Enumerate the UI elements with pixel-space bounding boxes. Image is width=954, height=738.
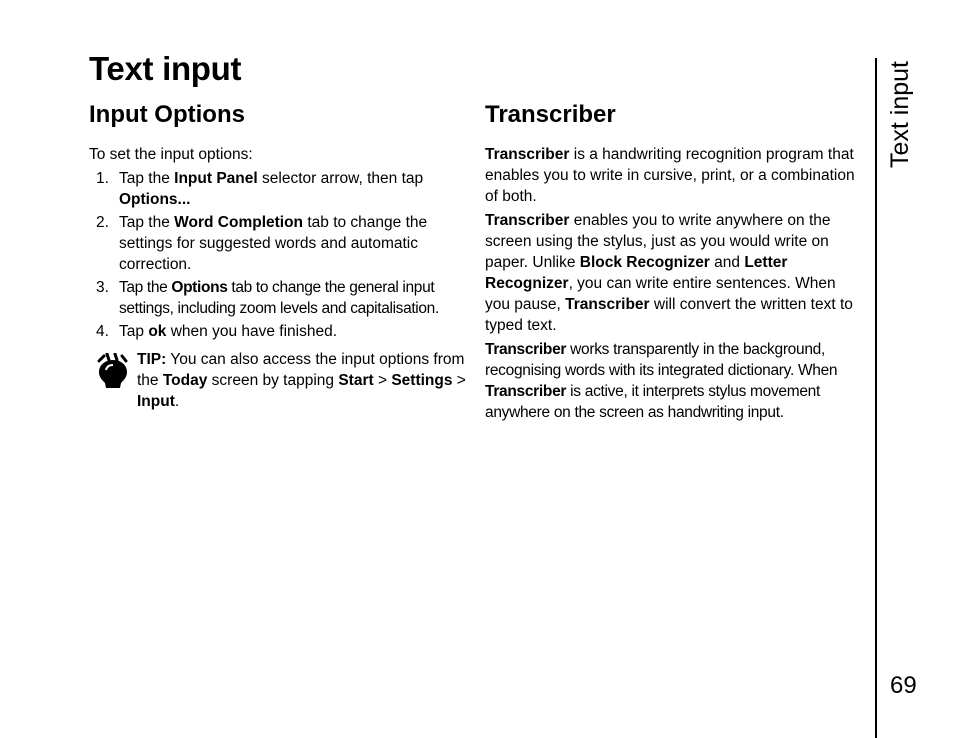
paragraph-bold: Transcriber — [485, 212, 570, 229]
input-options-steps — [89, 168, 467, 342]
paragraph-bold: Transcriber — [485, 146, 570, 163]
transcriber-section — [485, 98, 863, 426]
step-item — [89, 168, 467, 210]
step-text: Tap — [119, 323, 149, 340]
paragraph-text: will convert the written text to typed text. — [485, 296, 853, 334]
step-text: Tap the — [119, 170, 175, 187]
step-text: selector arrow, then tap — [257, 170, 424, 187]
step-item — [89, 321, 467, 342]
transcriber-heading: Transcriber — [485, 101, 616, 128]
step-number: 3. — [96, 279, 109, 296]
tip-text: > — [452, 372, 466, 389]
step-item — [89, 212, 467, 275]
paragraph-text: enables you to write anywhere on the screen using the stylus, just as you would write on paper. Unlike — [485, 212, 831, 271]
tip-text: . — [174, 393, 180, 410]
input-options-heading: Input Options — [89, 101, 245, 128]
step-bold: Options... — [119, 191, 191, 208]
lightbulb-icon — [95, 353, 131, 395]
step-bold: ok — [148, 323, 167, 340]
step-bold: Options — [171, 279, 228, 296]
tip-bold: Input — [137, 393, 175, 410]
paragraph-text: , you can write entire sentences. When you pause, — [485, 275, 836, 313]
transcriber-paragraph — [485, 210, 863, 336]
paragraph-text: and — [709, 254, 745, 271]
paragraph-bold: Transcriber — [485, 341, 567, 358]
side-section-label: Text input — [886, 60, 914, 168]
step-text: tab to change the settings for suggested words and automatic correction. — [119, 214, 428, 273]
tip-text: screen by tapping — [207, 372, 339, 389]
step-text: tab to change the general input settings, including zoom levels and capitalisation. — [119, 279, 439, 317]
paragraph-bold: Transcriber — [565, 296, 650, 313]
input-options-intro: To set the input options: — [89, 146, 253, 163]
page-number: 69 — [890, 672, 917, 699]
step-number: 2. — [96, 214, 109, 231]
side-divider — [875, 58, 877, 738]
paragraph-text: is a handwriting recognition program that enables you to write in cursive, print, or a combination of both. — [485, 146, 855, 205]
step-number: 1. — [96, 170, 109, 187]
paragraph-bold: Transcriber — [485, 383, 567, 400]
paragraph-text: is active, it interprets stylus movement anywhere on the screen as handwriting input. — [485, 383, 821, 421]
step-number: 4. — [96, 323, 109, 340]
step-bold: Input Panel — [174, 170, 258, 187]
transcriber-paragraph — [485, 144, 863, 207]
step-text: Tap the — [119, 279, 172, 296]
tip-bold: Today — [162, 372, 208, 389]
transcriber-paragraph — [485, 339, 863, 423]
tip-text: You can also access the input options from the — [137, 351, 465, 389]
input-options-section — [89, 98, 467, 412]
step-text: when you have finished. — [166, 323, 338, 340]
page-title: Text input — [89, 50, 242, 87]
tip-bold: Start — [338, 372, 374, 389]
paragraph-bold: Block Recognizer — [579, 254, 710, 271]
tip-bold: Settings — [391, 372, 453, 389]
paragraph-text: works transparently in the background, recognising words with its integrated dictionary. When — [485, 341, 838, 379]
paragraph-bold: Letter Recognizer — [485, 254, 788, 292]
step-item — [89, 277, 467, 319]
tip-box — [89, 349, 467, 412]
tip-text: > — [373, 372, 392, 389]
tip-label: TIP: — [137, 351, 167, 368]
step-bold: Word Completion — [174, 214, 304, 231]
step-text: Tap the — [119, 214, 175, 231]
